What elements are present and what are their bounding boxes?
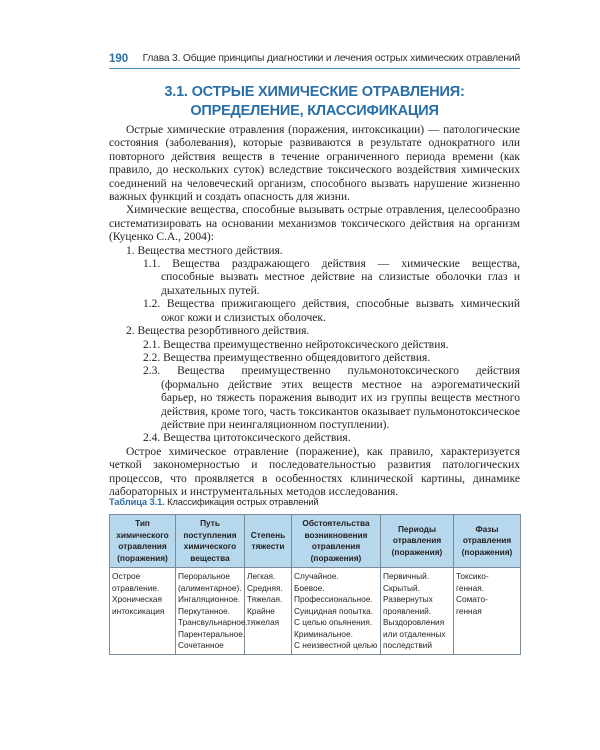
cell-periods: Первичный. Скрытый. Развернутых проявлений. Выздоровления или отдаленных последствий bbox=[381, 568, 454, 655]
class-item-2-2: 2.2. Вещества преимущественно общеядовитого действия. bbox=[143, 351, 431, 364]
class-item-1-1: 1.1. Вещества раздражающего действия — химические вещества, способные вызвать местное действие на слизистые оболочки глаз и дыхательных путей. bbox=[143, 258, 520, 297]
cell-severity: Легкая. Средняя. Тяжелая. Крайне тяжелая bbox=[245, 568, 292, 655]
page-number: 190 bbox=[109, 53, 129, 65]
header-periods: Периоды отравления (поражения) bbox=[381, 515, 454, 568]
table-header-row bbox=[110, 515, 521, 568]
class-item-2: 2. Вещества резорбтивного действия. bbox=[126, 325, 310, 338]
chapter-title: Глава 3. Общие принципы диагностики и лечения острых химических отравлений bbox=[142, 53, 520, 64]
table-caption bbox=[109, 497, 520, 507]
table-caption-label: Таблица 3.1. bbox=[109, 497, 165, 507]
cell-type: Острое отравление. Хроническая интоксикация bbox=[110, 568, 176, 655]
closing-paragraph: Острое химическое отравление (поражение), как правило, характеризуется четкой закономерностью и последовательностью развития патологических процессов, что проявляется в особенностях клинической картины, динамике лабораторных и инструментальных методов исследования. bbox=[109, 445, 520, 498]
cell-phases: Токсико- генная. Сомато- генная bbox=[454, 568, 521, 655]
class-item-2-4: 2.4. Вещества цитотоксического действия. bbox=[143, 432, 351, 445]
header-severity: Степень тяжести bbox=[245, 515, 292, 568]
header-route: Путь поступления химического вещества bbox=[176, 515, 245, 568]
header-type: Тип химического отравления (поражения) bbox=[110, 515, 176, 568]
header-circumstances: Обстоятельства возникновения отравления (поражения) bbox=[292, 515, 381, 568]
cell-circumstances: Случайное. Боевое. Профессиональное. Суицидная попытка. С целью опьянения. Криминальное. С неизвестной целью bbox=[292, 568, 381, 655]
definition-paragraph: Острые химические отравления (поражения, интоксикации) — патологические состояния (заболевания), которые развиваются в результате однократного или повторного действия веществ в течение ограниченного периода времени (как правило, до нескольких суток) вследствие токсического воздействия химических соединений на человеческий организм, способного вызвать нарушение жизненно важных функций и создать опасность для жизни. bbox=[109, 124, 520, 204]
classification-table bbox=[109, 514, 521, 655]
class-item-1: 1. Вещества местного действия. bbox=[126, 244, 283, 257]
table-caption-text: Классификация острых отравлений bbox=[167, 497, 319, 507]
class-item-1-2: 1.2. Вещества прижигающего действия, способные вызвать химический ожог кожи и слизистых оболочек. bbox=[143, 298, 520, 324]
cell-route: Пероральное (алиментарное). Ингаляционное. Перкутанное. Трансвульнарное. Парентеральное. Сочетанное bbox=[176, 568, 245, 655]
class-item-2-1: 2.1. Вещества преимущественно нейротоксического действия. bbox=[143, 338, 449, 351]
header-phases: Фазы отравления (поражения) bbox=[454, 515, 521, 568]
section-title-line-1: 3.1. ОСТРЫЕ ХИМИЧЕСКИЕ ОТРАВЛЕНИЯ: bbox=[164, 84, 465, 100]
intro-paragraph: Химические вещества, способные вызывать острые отравления, целесообразно систематизировать на основании механизмов токсического действия на организм (Куценко С.А., 2004): bbox=[109, 204, 520, 244]
class-item-2-3: 2.3. Вещества преимущественно пульмонотоксического действия (формально действие этих веществ местное на аэрогематический барьер, но тяжесть поражения выводит их из группы веществ местного действия, кроме того, часть токсикантов оказывает пульмонотоксическое действие при неингаляционном поступлении). bbox=[143, 365, 521, 431]
running-header bbox=[109, 52, 520, 69]
section-title-line-2: ОПРЕДЕЛЕНИЕ, КЛАССИФИКАЦИЯ bbox=[190, 103, 439, 119]
table-row bbox=[110, 568, 521, 655]
body-text bbox=[109, 124, 520, 499]
